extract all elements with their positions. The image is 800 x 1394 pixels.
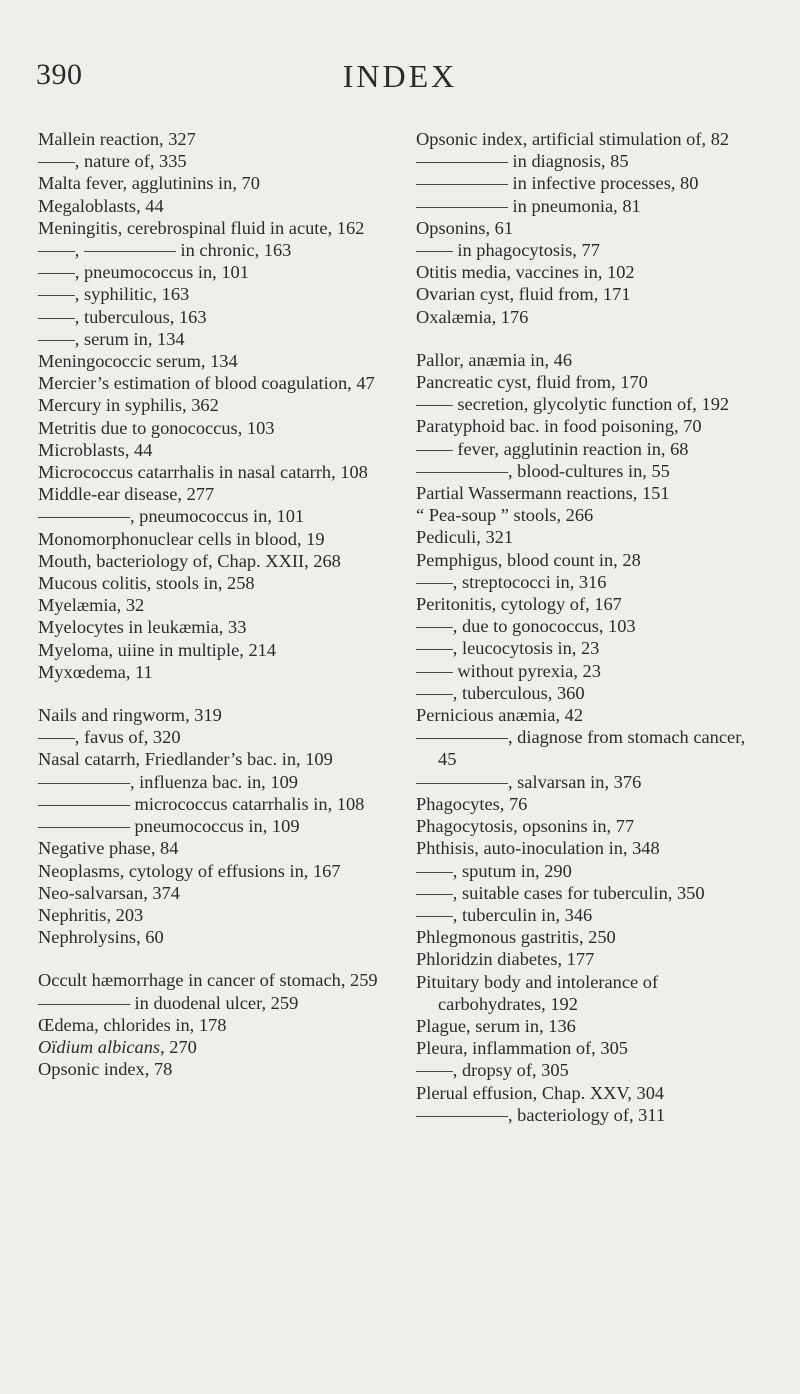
- index-entry: Pallor, anæmia in, 46: [416, 349, 573, 370]
- index-entry-italic: Oïdium albicans: [38, 1036, 161, 1057]
- index-entry: —————, pneumococcus in, 101: [38, 506, 305, 527]
- index-entry: ————— in infective processes, 80: [416, 173, 699, 194]
- index-entry: ——, favus of, 320: [38, 727, 181, 748]
- index-entry: “ Pea-soup ” stools, 266: [416, 505, 594, 526]
- index-entry: [38, 1036, 390, 1058]
- index-entry: Microblasts, 44: [38, 439, 153, 460]
- index-entry: ——, ————— in chronic, 163: [38, 240, 292, 261]
- page-number: 390: [36, 58, 83, 91]
- index-entry-rest: , 270: [160, 1036, 197, 1057]
- index-entry: Pleura, inflammation of, 305: [416, 1038, 628, 1059]
- index-entry: ——, syphilitic, 163: [38, 284, 190, 305]
- index-entry: Oxalæmia, 176: [416, 306, 529, 327]
- index-entry: Phagocytes, 76: [416, 793, 528, 814]
- index-entry: Micrococcus catarrhalis in nasal catarrh, 108: [38, 462, 368, 483]
- index-entry: Neoplasms, cytology of effusions in, 167: [38, 860, 341, 881]
- index-entry: Nasal catarrh, Friedlander’s bac. in, 109: [38, 749, 333, 770]
- index-entry: Pediculi, 321: [416, 527, 514, 548]
- index-entry: Partial Wassermann reactions, 151: [416, 483, 670, 504]
- index-entry: Pituitary body and intolerance of carbohydrates, 192: [416, 971, 659, 1014]
- index-entry: Ovarian cyst, fluid from, 171: [416, 284, 631, 305]
- index-entry: —————, blood-cultures in, 55: [416, 460, 670, 481]
- index-entry: Myeloma, uiine in multiple, 214: [38, 639, 277, 660]
- index-entry: ——, due to gonococcus, 103: [416, 616, 636, 637]
- index-entry: —— fever, agglutinin reaction in, 68: [416, 438, 689, 459]
- index-entry: Paratyphoid bac. in food poisoning, 70: [416, 416, 702, 437]
- index-entry: ——, sputum in, 290: [416, 860, 572, 881]
- index-entry: ————— in duodenal ulcer, 259: [38, 992, 299, 1013]
- index-entry: Plague, serum in, 136: [416, 1015, 576, 1036]
- index-entry: Mouth, bacteriology of, Chap. XXII, 268: [38, 550, 341, 571]
- index-entry: ——, dropsy of, 305: [416, 1060, 569, 1081]
- index-entry: Nephritis, 203: [38, 904, 144, 925]
- index-entry: ————— micrococcus catarrhalis in, 108: [38, 793, 365, 814]
- index-entry: Nephrolysins, 60: [38, 927, 164, 948]
- index-entry: Opsonins, 61: [416, 217, 514, 238]
- index-entry: Pancreatic cyst, fluid from, 170: [416, 372, 648, 393]
- index-entry: —— without pyrexia, 23: [416, 660, 601, 681]
- index-entry: Pernicious anæmia, 42: [416, 705, 584, 726]
- index-entry: ——, serum in, 134: [38, 328, 185, 349]
- index-entry: Opsonic index, 78: [38, 1059, 173, 1080]
- index-entry: —————, salvarsan in, 376: [416, 771, 642, 792]
- index-entry: Phagocytosis, opsonins in, 77: [416, 816, 635, 837]
- index-entry: ——, tuberculous, 360: [416, 682, 585, 703]
- index-entry: ————— in pneumonia, 81: [416, 195, 641, 216]
- index-entry: Mucous colitis, stools in, 258: [38, 573, 255, 594]
- index-entry: ——, pneumococcus in, 101: [38, 262, 249, 283]
- index-entry: ——, tuberculous, 163: [38, 306, 207, 327]
- index-entry: Negative phase, 84: [38, 838, 179, 859]
- index-entry: —— in phagocytosis, 77: [416, 240, 600, 261]
- index-entry: Nails and ringworm, 319: [38, 705, 222, 726]
- index-entry: ————— in diagnosis, 85: [416, 151, 629, 172]
- index-column-left: [38, 128, 390, 1080]
- index-entry: ——, suitable cases for tuberculin, 350: [416, 882, 705, 903]
- index-entry: —————, influenza bac. in, 109: [38, 771, 298, 792]
- index-entry: Mercier’s estimation of blood coagulation, 47: [38, 373, 375, 394]
- index-entry: ————— pneumococcus in, 109: [38, 816, 300, 837]
- index-entry: Pemphigus, blood count in, 28: [416, 549, 641, 570]
- index-entry: —— secretion, glycolytic function of, 192: [416, 394, 730, 415]
- index-entry: Mallein reaction, 327: [38, 129, 196, 149]
- index-entry: Plerual effusion, Chap. XXV, 304: [416, 1082, 665, 1103]
- index-entry: ——, tuberculin in, 346: [416, 904, 593, 925]
- index-entry: Œdema, chlorides in, 178: [38, 1014, 227, 1035]
- index-entry: Phloridzin diabetes, 177: [416, 949, 595, 970]
- index-entry: Malta fever, agglutinins in, 70: [38, 173, 260, 194]
- index-entry: Occult hæmorrhage in cancer of stomach, 259: [38, 970, 378, 991]
- page-title: INDEX: [342, 58, 458, 94]
- index-entry: Opsonic index, artificial stimulation of, 82: [416, 129, 730, 149]
- index-entry: —————, bacteriology of, 311: [416, 1104, 666, 1125]
- index-entry: Meningitis, cerebrospinal fluid in acute, 162: [38, 217, 365, 238]
- index-entry: Peritonitis, cytology of, 167: [416, 594, 622, 615]
- index-entry: Monomorphonuclear cells in blood, 19: [38, 528, 325, 549]
- index-entry: —————, diagnose from stomach cancer, 45: [416, 727, 746, 770]
- page-header: [30, 58, 770, 108]
- index-entry: Neo-salvarsan, 374: [38, 882, 180, 903]
- index-entry: ——, streptococci in, 316: [416, 571, 607, 592]
- index-entry: Myxœdema, 11: [38, 661, 153, 682]
- index-entry: Phlegmonous gastritis, 250: [416, 927, 616, 948]
- index-entry: Myelocytes in leukæmia, 33: [38, 617, 247, 638]
- index-entry: Megaloblasts, 44: [38, 195, 164, 216]
- index-entry: Mercury in syphilis, 362: [38, 395, 219, 416]
- index-entry: Otitis media, vaccines in, 102: [416, 262, 635, 283]
- index-column-right: [416, 128, 768, 1126]
- index-entry: Myelæmia, 32: [38, 595, 145, 616]
- index-entry: Middle-ear disease, 277: [38, 484, 215, 505]
- index-entry: Phthisis, auto-inoculation in, 348: [416, 838, 660, 859]
- index-entry: ——, leucocytosis in, 23: [416, 638, 600, 659]
- index-entry: ——, nature of, 335: [38, 151, 187, 172]
- index-entry: Meningococcic serum, 134: [38, 351, 238, 372]
- index-entry: Metritis due to gonococcus, 103: [38, 417, 275, 438]
